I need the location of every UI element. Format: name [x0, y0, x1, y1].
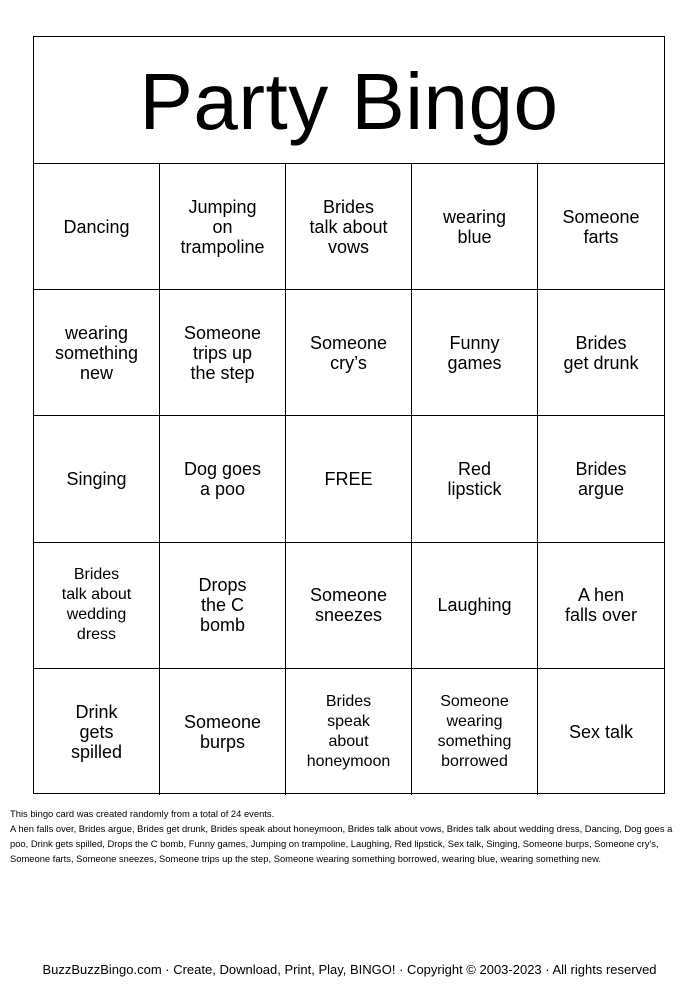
bingo-cell: Someone cry’s [286, 290, 412, 416]
bingo-cell: Someone sneezes [286, 543, 412, 669]
bingo-cell: Brides speak about honeymoon [286, 669, 412, 795]
card-title: Party Bingo [139, 57, 559, 146]
bingo-cell: Red lipstick [412, 416, 538, 542]
bingo-cell: Drops the C bomb [160, 543, 286, 669]
bingo-card [33, 36, 665, 794]
info-event-list: A hen falls over, Brides argue, Brides get drunk, Brides speak about honeymoon, Brides talk about vows, Brides talk about wedding dress, Dancing, Dog goes a poo, Drink gets spilled, Drops the C bomb, Funny games, Jumping on trampoline, Laughing, Red lipstick, Sex talk, Singing, Someone burps, Someone cry’s, Someone farts, Someone sneezes, Someone trips up the step, Someone wearing something borrowed, wearing blue, wearing something new. [10, 823, 673, 864]
bingo-cell: Funny games [412, 290, 538, 416]
bingo-cell: A hen falls over [538, 543, 664, 669]
bingo-cell-free: FREE [286, 416, 412, 542]
bingo-cell: Brides get drunk [538, 290, 664, 416]
bingo-cell: Someone burps [160, 669, 286, 795]
bingo-cell: Brides talk about wedding dress [34, 543, 160, 669]
bingo-cell: Laughing [412, 543, 538, 669]
bingo-cell: Brides talk about vows [286, 164, 412, 290]
bingo-cell: Dog goes a poo [160, 416, 286, 542]
bingo-cell: Someone trips up the step [160, 290, 286, 416]
bingo-cell: wearing something new [34, 290, 160, 416]
bingo-cell: Dancing [34, 164, 160, 290]
footer-copyright: BuzzBuzzBingo.com · Create, Download, Print, Play, BINGO! · Copyright © 2003-2023 · All rights reserved [42, 962, 657, 977]
bingo-cell: Someone wearing something borrowed [412, 669, 538, 795]
info-summary: This bingo card was created randomly from a total of 24 events. [10, 808, 275, 819]
bingo-cell: Brides argue [538, 416, 664, 542]
bingo-cell: Jumping on trampoline [160, 164, 286, 290]
bingo-grid [34, 164, 664, 795]
bingo-cell: Someone farts [538, 164, 664, 290]
bingo-cell: wearing blue [412, 164, 538, 290]
card-info [10, 806, 682, 866]
bingo-cell: Singing [34, 416, 160, 542]
title-row [34, 37, 664, 164]
bingo-cell: Sex talk [568, 721, 634, 742]
bingo-cell: Drink gets spilled [34, 669, 160, 795]
